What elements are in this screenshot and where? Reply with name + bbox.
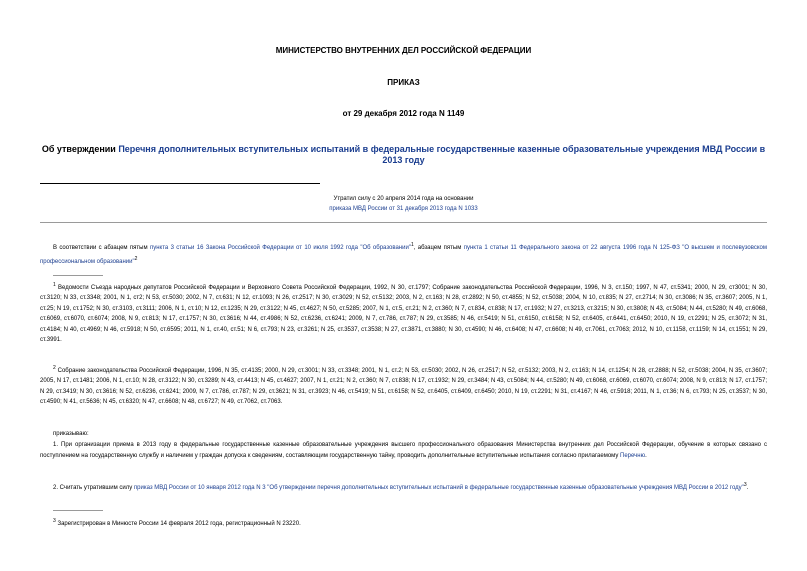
footnote-ref-2: 2 xyxy=(134,255,138,262)
order-item-2-text: 2. Считать утратившим силу xyxy=(53,485,134,491)
doc-date-number: от 29 декабря 2012 года N 1149 xyxy=(342,109,465,118)
footnote-3 xyxy=(53,516,767,529)
repealed-order-link[interactable]: приказ МВД России от 10 января 2012 года N 3 "Об утверждении перечня дополнительных вступительных испытаний в федеральные государственные казенные образовательные учреждения МВД России в 2012 году" xyxy=(133,485,744,491)
preamble-law-link-2[interactable]: пункта 1 статьи 11 Федерального закона от 22 августа 1996 года N 125-ФЗ "О высшем и послевузовском профессиональном образовании" xyxy=(40,245,767,265)
footnote-2-mark: 2 xyxy=(53,365,56,371)
order-item-1-end: . xyxy=(645,452,647,459)
footnote-1-text: Ведомости Съезда народных депутатов Российской Федерации и Верховного Совета Российской Федерации, 1992, N 30, ст.1797; Собрание законодательства Российской Федерации, 1996, N 3, ст.150; 1997, N 47, ст.5341; 2000, N 29, ст3001; N 30, ст.3120; N 33, ст.3348; 2001, N 1, ст2; N 53, ст.5030; 2002, N 7, ст.631; N 12, ст.1093; N 26, ст.2517; N 30, ст.3029; N 52, ст.5132; 2003, N 2, ст.163; N 28, ст.2892; N 50, ст.4855; N 52, ст.5038; 2004, N 10, ст.835; N 27, ст.2714; N 30, ст.3086; N 35, ст.3607; 2005, N 1, ст.25; N 19, ст.1752; N 30, ст.3103, ст.3111; 2006, N 1, ст.10; N 12, ст.1235; N 29, ст.3122; N 45, ст.4627; N 50, ст.5285; 2007, N 1, ст.5, ст.21; N 2, ст.360; N 7, ст.834, ст.838; N 17, ст.1932; N 27, ст.3213, ст.3215; N 30, ст.3808; N 43, ст.5084; N 44, ст.5280; N 49, ст.6068, ст.6069, ст.6070, ст.6074; 2008, N 9, ст.813; N 17, ст.1757; N 30, ст.3616; N 44, ст.4986; N 52, ст.6236, ст.6241; 2009, N 7, ст.786, ст.787; N 29, ст.3585; N 46, ст.5419; N 51, ст.6150, ст.6158; N 52, ст.6405, ст.6441, ст.6450; 2010, N 19, ст.2291; N 25, ст.3072; N 31, ст.4184; N 40, ст.4969; N 46, ст.5918; N 50, ст.6595; 2011, N 1, ст.40, ст.51; N 6, ст.793; N 23, ст.3261; N 25, ст.3537, ст.3538; N 27, ст.3871, ст.3880; N 30, ст.4590; N 46, ст.6408; N 47, ст.6608; N 49, ст.7061, ст.7063; 2012, N 10, ст.1158, ст.1159; N 14, ст.1551; N 29, ст.3991. xyxy=(40,285,768,344)
footnote-separator xyxy=(53,275,103,276)
footnote-1-mark: 1 xyxy=(53,282,56,288)
footnote-ref-3: 3 xyxy=(743,482,747,488)
order-item-1-text: 1. При организации приема в 2013 году в федеральные государственные казенные образовательные учреждения высшего профессионального образования Министерства внутренних дел Российской Федерации, обучение в которых связано с поступлением на государственную службу и наличием у граждан допуска к сведениям, составляющим государственную тайну, проводить дополнительные вступительные испытания согласно прилагаемому xyxy=(40,442,767,459)
order-item-2 xyxy=(40,480,767,494)
footnote-1 xyxy=(40,280,767,345)
footnote-2 xyxy=(40,363,767,408)
footnote-separator-2 xyxy=(53,510,103,511)
status-line: Утратил силу с 20 апреля 2014 года на основании xyxy=(333,196,474,202)
footnote-2-text: Собрание законодательства Российской Федерации, 1996, N 35, ст.4135; 2000, N 29, ст.3001; N 33, ст.3348; 2001, N 1, ст.2; N 53, ст.5030; 2002, N 26, ст.2517; N 52, ст.5132; 2003, N 2, ст.163; N 14, ст.1254; N 28, ст.2888; N 52, ст.5038; 2004, N 35, ст.3607; 2005, N 17, ст.1481; 2006, N 1, ст.10; N 28, ст.3122; N 30, ст.3289; N 43, ст.4413; N 45, ст.4627; 2007, N 1, ст.21; N 2, ст.360; N 7, ст.838; N 17, ст.1932; N 29, ст.3484; N 43, ст.5084; N 44, ст.5280; N 49, ст.6068, ст.6069, ст.6070, ст.6074; 2008, N 9, ст.813; N 17, ст.1757; N 29, ст.3419; N 30, ст.3616; N 52, ст.6236, ст.6241; 2009, N 7, ст.786, ст.787; N 29, ст.3621; N 31, ст.3923; N 46, ст.5419; N 51, ст.6158; N 52, ст.6405, ст.6409, ст.6450; 2010, N 19, ст.2291; N 31, ст.4167; N 46, ст.5918; 2011, N 1, ст.36; N 6, ст.793; N 25, ст.3537; N 30, ст.4590; N 41, ст.5636; N 45, ст.6320; N 47, ст.6608; N 48, ст.6727; N 49, ст.7062, ст.7063. xyxy=(40,368,767,406)
order-item-1 xyxy=(40,440,767,461)
list-appendix-link[interactable]: Перечню xyxy=(620,452,646,459)
preamble-text-2: , абзацем пятым xyxy=(413,245,464,251)
status-divider xyxy=(40,222,767,223)
title-list-link[interactable]: Перечня дополнительных вступительных испытаний в федеральные государственные казенные образовательные учреждения МВД России в 2013 году xyxy=(118,144,766,165)
doc-type-heading: ПРИКАЗ xyxy=(387,78,420,87)
orders-lead: приказываю: xyxy=(53,431,89,437)
order-item-2-end: . xyxy=(746,485,749,491)
title-prefix: Об утверждении xyxy=(41,144,119,154)
footnote-3-text: Зарегистрирован в Минюсте России 14 февраля 2012 года, регистрационный N 23220. xyxy=(57,521,301,527)
preamble-law-link-1[interactable]: пункта 3 статьи 16 Закона Российской Федерации от 10 июля 1992 года "Об образовании" xyxy=(149,245,411,251)
document-title xyxy=(40,144,767,166)
preamble-text-1: В соответствии с абзацем пятым xyxy=(53,245,150,251)
ministry-heading: МИНИСТЕРСТВО ВНУТРЕННИХ ДЕЛ РОССИЙСКОЙ ФЕДЕРАЦИИ xyxy=(275,46,532,55)
title-divider xyxy=(40,183,320,184)
preamble-paragraph xyxy=(40,240,767,267)
status-note xyxy=(40,194,767,215)
status-repeal-link[interactable]: приказа МВД России от 31 декабря 2013 года N 1033 xyxy=(329,206,478,213)
footnote-ref-1: 1 xyxy=(410,242,414,248)
footnote-3-mark: 3 xyxy=(53,518,56,524)
